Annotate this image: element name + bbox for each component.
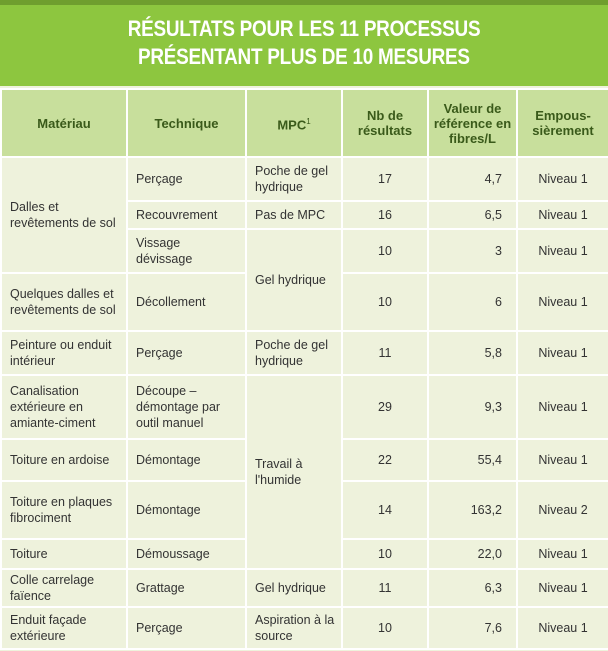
header-mpc-footnote: 1: [306, 116, 311, 126]
header-empoussierement: Empous-sièrement: [517, 89, 608, 157]
cell-nb: 16: [342, 201, 428, 229]
cell-materiau: Colle carrelage faïence: [1, 569, 127, 607]
cell-niveau: Niveau 1: [517, 201, 608, 229]
cell-nb: 10: [342, 229, 428, 273]
cell-valeur: 55,4: [428, 439, 517, 481]
header-technique: Technique: [127, 89, 246, 157]
cell-mpc: Gel hydrique: [246, 569, 342, 607]
cell-niveau: Niveau 1: [517, 439, 608, 481]
cell-niveau: Niveau 1: [517, 539, 608, 569]
header-valeur-reference: Valeur de référence en fibres/L: [428, 89, 517, 157]
title-top-rule: [0, 0, 608, 5]
cell-nb: 17: [342, 157, 428, 201]
title-band: [0, 0, 608, 86]
cell-valeur: 6,3: [428, 569, 517, 607]
cell-materiau: Enduit façade extérieure: [1, 607, 127, 649]
cell-niveau: Niveau 1: [517, 157, 608, 201]
cell-technique: Vissage dévissage: [127, 229, 246, 273]
cell-technique: Grattage: [127, 569, 246, 607]
cell-valeur: 163,2: [428, 481, 517, 539]
table-row: [1, 607, 608, 649]
cell-niveau: Niveau 1: [517, 331, 608, 375]
cell-niveau: Niveau 1: [517, 375, 608, 439]
cell-mpc: Gel hydrique: [246, 229, 342, 331]
cell-technique: Recouvrement: [127, 201, 246, 229]
cell-nb: 10: [342, 607, 428, 649]
cell-nb: 29: [342, 375, 428, 439]
cell-valeur: 5,8: [428, 331, 517, 375]
cell-niveau: Niveau 1: [517, 607, 608, 649]
cell-niveau: Niveau 2: [517, 481, 608, 539]
cell-technique: Démontage: [127, 481, 246, 539]
header-mpc-label: MPC: [277, 117, 307, 133]
cell-mpc: Aspiration à la source: [246, 607, 342, 649]
cell-materiau: Dalles et revêtements de sol: [1, 157, 127, 273]
cell-materiau: Toiture: [1, 539, 127, 569]
cell-valeur: 7,6: [428, 607, 517, 649]
cell-materiau: Peinture ou enduit intérieur: [1, 331, 127, 375]
cell-materiau: Toiture en ardoise: [1, 439, 127, 481]
cell-valeur: 6,5: [428, 201, 517, 229]
cell-materiau: Canalisation extérieure en amiante-ciment: [1, 375, 127, 439]
cell-mpc: Poche de gel hydrique: [246, 157, 342, 201]
cell-materiau: Quelques dalles et revêtements de sol: [1, 273, 127, 331]
cell-mpc: Travail à l'humide: [246, 375, 342, 569]
cell-nb: 10: [342, 539, 428, 569]
cell-technique: Perçage: [127, 157, 246, 201]
cell-materiau: Toiture en plaques fibrociment: [1, 481, 127, 539]
cell-niveau: Niveau 1: [517, 229, 608, 273]
header-nb-resultats: Nb de résultats: [342, 89, 428, 157]
cell-valeur: 6: [428, 273, 517, 331]
cell-valeur: 4,7: [428, 157, 517, 201]
title-line-1: RÉSULTATS POUR LES 11 PROCESSUS: [127, 16, 481, 41]
cell-niveau: Niveau 1: [517, 273, 608, 331]
cell-technique: Perçage: [127, 607, 246, 649]
cell-technique: Démoussage: [127, 539, 246, 569]
cell-nb: 10: [342, 273, 428, 331]
table-row: [1, 569, 608, 607]
cell-niveau: Niveau 1: [517, 569, 608, 607]
results-table: [0, 88, 608, 650]
cell-mpc: Pas de MPC: [246, 201, 342, 229]
cell-nb: 11: [342, 331, 428, 375]
cell-technique: Démontage: [127, 439, 246, 481]
cell-valeur: 9,3: [428, 375, 517, 439]
table-row: [1, 375, 608, 439]
header-row: [1, 89, 608, 157]
table-row: [1, 157, 608, 201]
cell-nb: 22: [342, 439, 428, 481]
header-materiau: Matériau: [1, 89, 127, 157]
cell-technique: Perçage: [127, 331, 246, 375]
cell-technique: Décollement: [127, 273, 246, 331]
cell-nb: 14: [342, 481, 428, 539]
cell-valeur: 22,0: [428, 539, 517, 569]
cell-mpc: Poche de gel hydrique: [246, 331, 342, 375]
cell-valeur: 3: [428, 229, 517, 273]
cell-nb: 11: [342, 569, 428, 607]
header-mpc: [246, 89, 342, 157]
cell-technique: Découpe – démontage par outil manuel: [127, 375, 246, 439]
table-row: [1, 331, 608, 375]
title-line-2: PRÉSENTANT PLUS DE 10 MESURES: [138, 44, 470, 69]
